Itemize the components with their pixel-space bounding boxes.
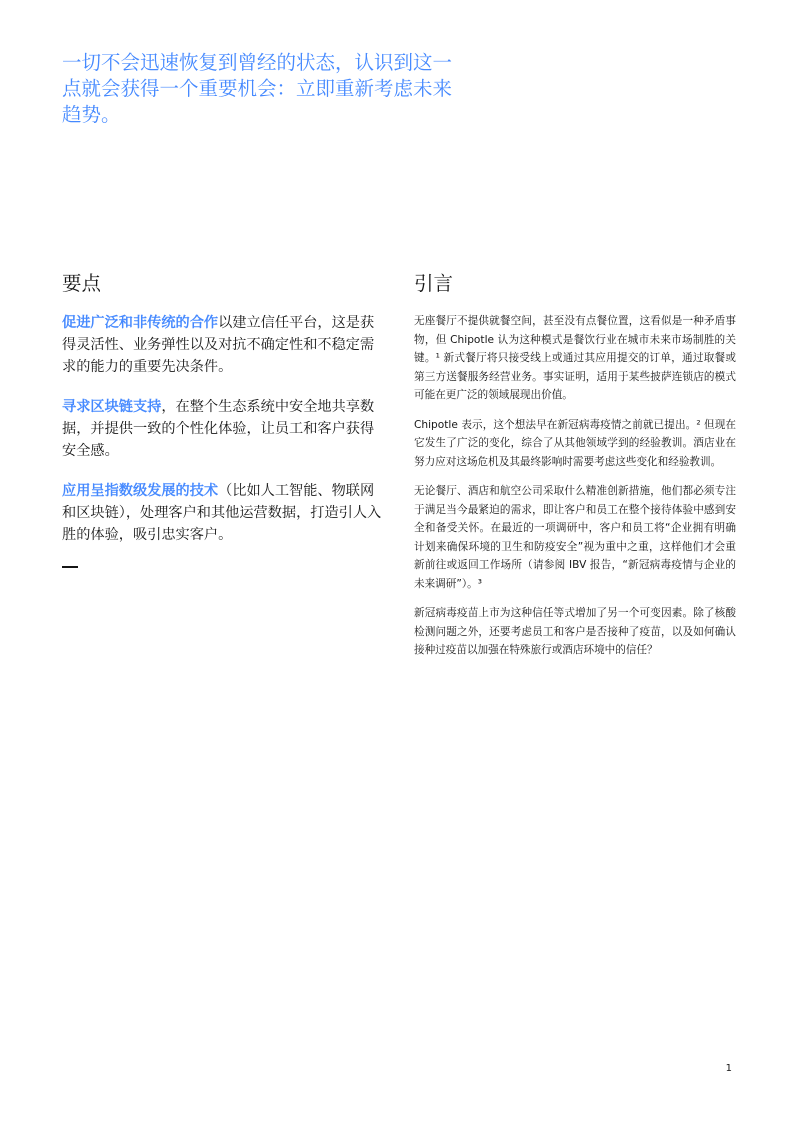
key-points-title: 要点 bbox=[62, 272, 102, 295]
key-points-section bbox=[62, 270, 382, 568]
key-point-item bbox=[62, 396, 382, 462]
intro-paragraph: 无座餐厅不提供就餐空间，甚至没有点餐位置，这看似是一种矛盾事物，但 Chipotle 认为这种模式是餐饮行业在城市未来市场制胜的关键。¹ 新式餐厅将只接受线上或通过其应用提交的订单，通过取餐或第三方送餐服务经营业务。事实证明，适用于某些披萨连锁店的模式可能在更广泛的领域展现出价值。 bbox=[414, 315, 736, 401]
key-point-text: 以建立信任平台，这是获得灵活性、业务弹性以及对抗不确定性和不稳定需求的能力的重要先决条件。 bbox=[62, 315, 375, 375]
key-point-text: ，在整个生态系统中安全地共享数据，并提供一致的个性化体验，让员工和客户获得安全感。 bbox=[62, 399, 375, 459]
key-point-highlight: 寻求区块链支持 bbox=[62, 399, 162, 415]
key-point-item bbox=[62, 480, 382, 546]
introduction-section bbox=[414, 270, 736, 671]
key-point-highlight: 促进广泛和非传统的合作 bbox=[62, 315, 219, 331]
section-end-dash bbox=[62, 566, 78, 568]
intro-paragraph: 新冠病毒疫苗上市为这种信任等式增加了另一个可变因素。除了核酸检测问题之外，还要考虑员工和客户是否接种了疫苗，以及如何确认接种过疫苗以加强在特殊旅行或酒店环境中的信任？ bbox=[414, 607, 736, 656]
headline: 一切不会迅速恢复到曾经的状态，认识到这一点就会获得一个重要机会：立即重新考虑未来趋势。 bbox=[62, 51, 453, 126]
intro-paragraph: 无论餐厅、酒店和航空公司采取什么精准创新措施，他们都必须专注于满足当今最紧迫的需求，即让客户和员工在整个接待体验中感到安全和备受关怀。在最近的一项调研中，客户和员工将“企业拥有明确计划来确保环境的卫生和防疫安全”视为重中之重，这样他们才会重新前往或返回工作场所（请参阅 IBV 报告，“新冠病毒疫情与企业的未来调研”）。³ bbox=[414, 485, 736, 590]
key-point-text: （比如人工智能、物联网和区块链），处理客户和其他运营数据，打造引人入胜的体验，吸引忠实客户。 bbox=[62, 483, 382, 543]
page-number: 1 bbox=[725, 1063, 732, 1074]
key-point-item bbox=[62, 312, 382, 378]
introduction-title: 引言 bbox=[414, 272, 454, 295]
intro-paragraph: Chipotle 表示，这个想法早在新冠病毒疫情之前就已提出。² 但现在它发生了广泛的变化，综合了从其他领域学到的经验教训。酒店业在努力应对这场危机及其最终影响时需要考虑这些变化和经验教训。 bbox=[414, 418, 736, 468]
key-point-highlight: 应用呈指数级发展的技术 bbox=[62, 483, 219, 499]
